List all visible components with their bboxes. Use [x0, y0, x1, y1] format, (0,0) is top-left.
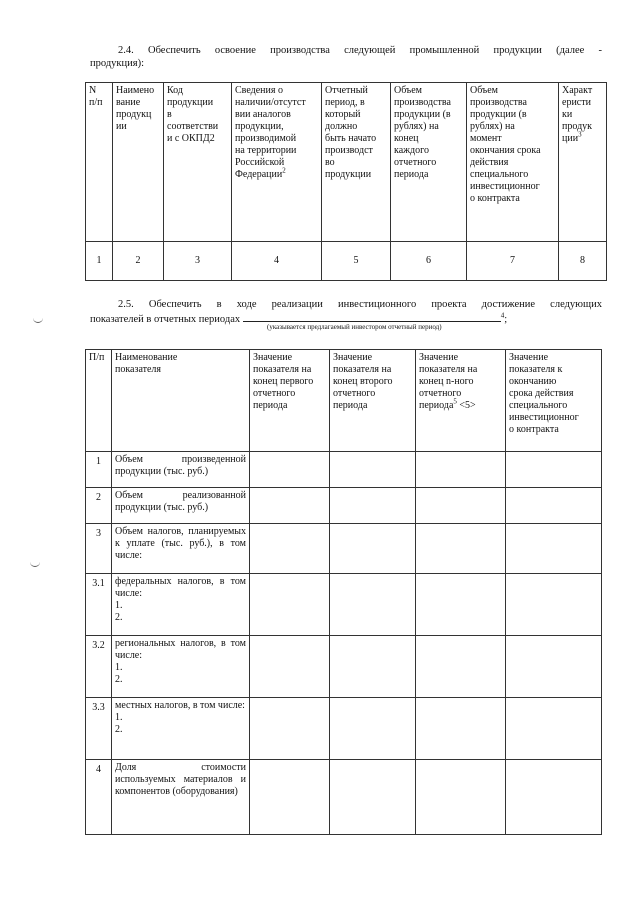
indicator-name: местных налогов, в том числе: 1. 2.: [112, 698, 250, 760]
scan-mark: [33, 317, 43, 323]
table-row: 3 Объем налогов, планируемых к уплате (тыс. руб.), в том числе:: [86, 524, 602, 574]
t1-num-4: 4: [232, 242, 322, 281]
t1-num-6: 6: [391, 242, 467, 281]
section-2-4-text: [90, 44, 602, 70]
t1-header-period: Отчетный период, в который должно быть начато производст во продукции: [322, 83, 391, 242]
t1-header-code: Код продукции в соответстви и с ОКПД2: [164, 83, 232, 242]
t1-header-analogs: Сведения о наличии/отсутст вии аналогов продукции, производимой на территории Российской Федерации$^2$: [232, 83, 322, 242]
t1-num-8: 8: [559, 242, 607, 281]
table-row: 3.2 региональных налогов, в том числе: 1. 2.: [86, 636, 602, 698]
t1-num-5: 5: [322, 242, 391, 281]
t1-num-1: 1: [86, 242, 113, 281]
section-2-5-line1: 2.5. Обеспечить в ходе реализации инвестиционного проекта достижение следующих: [118, 299, 602, 310]
section-2-4-line2: продукция):: [90, 58, 144, 69]
t2-header-name: Наименование показателя: [112, 350, 250, 452]
t1-num-2: 2: [113, 242, 164, 281]
reporting-period-blank: [243, 311, 501, 322]
t2-header-second: Значение показателя на конец второго отчетного периода: [330, 350, 416, 452]
t1-header-num: N п/п: [86, 83, 113, 242]
indicator-name: Доля стоимости используемых материалов и компонентов (оборудования): [112, 760, 250, 835]
t2-header-nth: Значение показателя на конец n-ного отчетного периода$^5$ <5>: [416, 350, 506, 452]
indicator-name: Объем реализованной продукции (тыс. руб.): [112, 488, 250, 524]
table-row: 4 Доля стоимости используемых материалов и компонентов (оборудования): [86, 760, 602, 835]
section-2-4-line1: 2.4. Обеспечить освоение производства следующей промышленной продукции (далее -: [118, 45, 602, 56]
indicator-name: Объем произведенной продукции (тыс. руб.): [112, 452, 250, 488]
t1-num-7: 7: [467, 242, 559, 281]
section-2-5-line2: показателей в отчетных периодах: [90, 314, 241, 325]
indicator-name: региональных налогов, в том числе: 1. 2.: [112, 636, 250, 698]
section-2-5-text: 2.5. Обеспечить в ходе реализации инвестиционного проекта достижение следующих показателей в отчетных периодах $^4$;: [90, 299, 602, 325]
products-table: [85, 82, 607, 281]
table-row: 1 Объем произведенной продукции (тыс. руб.): [86, 452, 602, 488]
table-row: 3.1 федеральных налогов, в том числе: 1. 2.: [86, 574, 602, 636]
table-row: 3.3 местных налогов, в том числе: 1. 2.: [86, 698, 602, 760]
t1-header-volume-end: Объем производства продукции (в рублях) на момент окончания срока действия специального инвестиционног о контракта: [467, 83, 559, 242]
t2-header-first: Значение показателя на конец первого отчетного периода: [250, 350, 330, 452]
t1-header-name: Наимено вание продукц ии: [113, 83, 164, 242]
table-row: 2 Объем реализованной продукции (тыс. руб.): [86, 488, 602, 524]
t2-header-num: П/п: [86, 350, 112, 452]
t1-header-characteristics: Характ еристи ки продук ции$^3$: [559, 83, 607, 242]
t1-header-volume-period: Объем производства продукции (в рублях) на конец каждого отчетного периода: [391, 83, 467, 242]
scan-mark: [30, 561, 40, 567]
indicators-table: [85, 349, 602, 835]
section-2-5-note: (указывается предлагаемый инвестором отчетный период): [267, 323, 442, 331]
t1-num-3: 3: [164, 242, 232, 281]
indicator-name: Объем налогов, планируемых к уплате (тыс. руб.), в том числе:: [112, 524, 250, 574]
indicator-name: федеральных налогов, в том числе: 1. 2.: [112, 574, 250, 636]
t2-header-end: Значение показателя к окончанию срока действия специального инвестиционног о контракта: [506, 350, 602, 452]
